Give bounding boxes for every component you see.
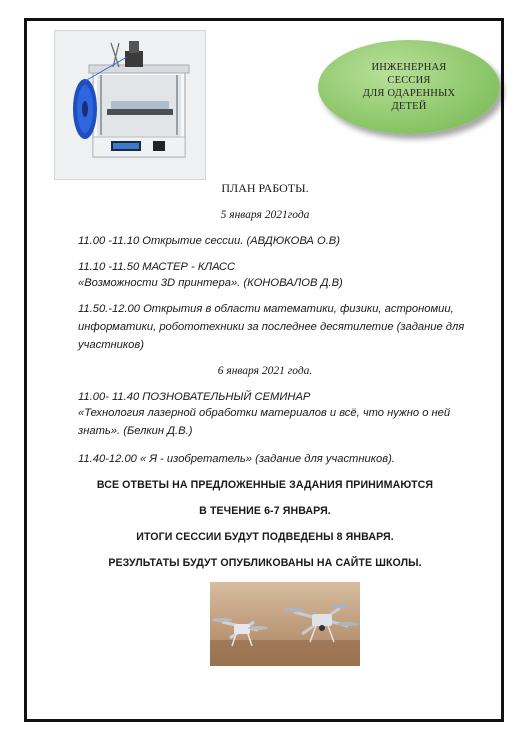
badge-line: ИНЖЕНЕРНАЯ <box>371 62 447 73</box>
schedule-item-seminar: 11.00- 11.40 ПОЗНОВАТЕЛЬНЫЙ СЕМИНАР <box>78 391 311 403</box>
session-badge <box>318 40 506 140</box>
drones-photo <box>210 582 360 666</box>
schedule-item-opening: 11.00 -11.10 Открытие сессии. (АВДЮКОВА О.В) <box>78 235 340 247</box>
schedule-item-inventor: 11.40-12.00 « Я - изобретатель» (задание для участников). <box>78 453 395 465</box>
3d-printer-illustration <box>55 31 205 179</box>
badge-text <box>363 61 455 113</box>
schedule-item-discoveries-line3: участников) <box>78 339 144 351</box>
notice-period: В ТЕЧЕНИЕ 6-7 ЯНВАРЯ. <box>199 505 331 517</box>
badge-line: ДЛЯ ОДАРЕННЫХ <box>362 88 456 99</box>
plan-title: ПЛАН РАБОТЫ. <box>221 181 309 195</box>
schedule-item-discoveries: 11.50.-12.00 Открытия в области математики, физики, астрономии, <box>78 303 454 315</box>
day1-date: 5 января 2021года <box>220 209 310 221</box>
schedule-item-seminar-line2: «Технология лазерной обработки материалов и всё, что нужно о ней <box>78 407 451 419</box>
schedule-item-masterclass: 11.10 -11.50 МАСТЕР - КЛАСС <box>78 261 236 273</box>
notice-results-date: ИТОГИ СЕССИИ БУДУТ ПОДВЕДЕНЫ 8 ЯНВАРЯ. <box>136 531 394 543</box>
notice-publication: РЕЗУЛЬТАТЫ БУДУТ ОПУБЛИКОВАНЫ НА САЙТЕ ШКОЛЫ. <box>108 557 422 569</box>
badge-line: СЕССИЯ <box>387 75 431 86</box>
schedule-item-seminar-line3: знать». (Белкин Д.В.) <box>78 425 193 437</box>
day2-date: 6 января 2021 года. <box>217 365 313 377</box>
badge-ellipse <box>318 40 500 134</box>
badge-line: ДЕТЕЙ <box>391 101 427 112</box>
3d-printer-photo <box>54 30 206 180</box>
notice-answers: ВСЕ ОТВЕТЫ НА ПРЕДЛОЖЕННЫЕ ЗАДАНИЯ ПРИНИМАЮТСЯ <box>96 479 434 491</box>
schedule-item-masterclass-detail: «Возможности 3D принтера». (КОНОВАЛОВ Д.В) <box>78 277 343 289</box>
drones-illustration <box>210 582 360 666</box>
schedule-item-discoveries-line2: информатики, робототехники за последнее десятилетие (задание для <box>78 321 465 333</box>
